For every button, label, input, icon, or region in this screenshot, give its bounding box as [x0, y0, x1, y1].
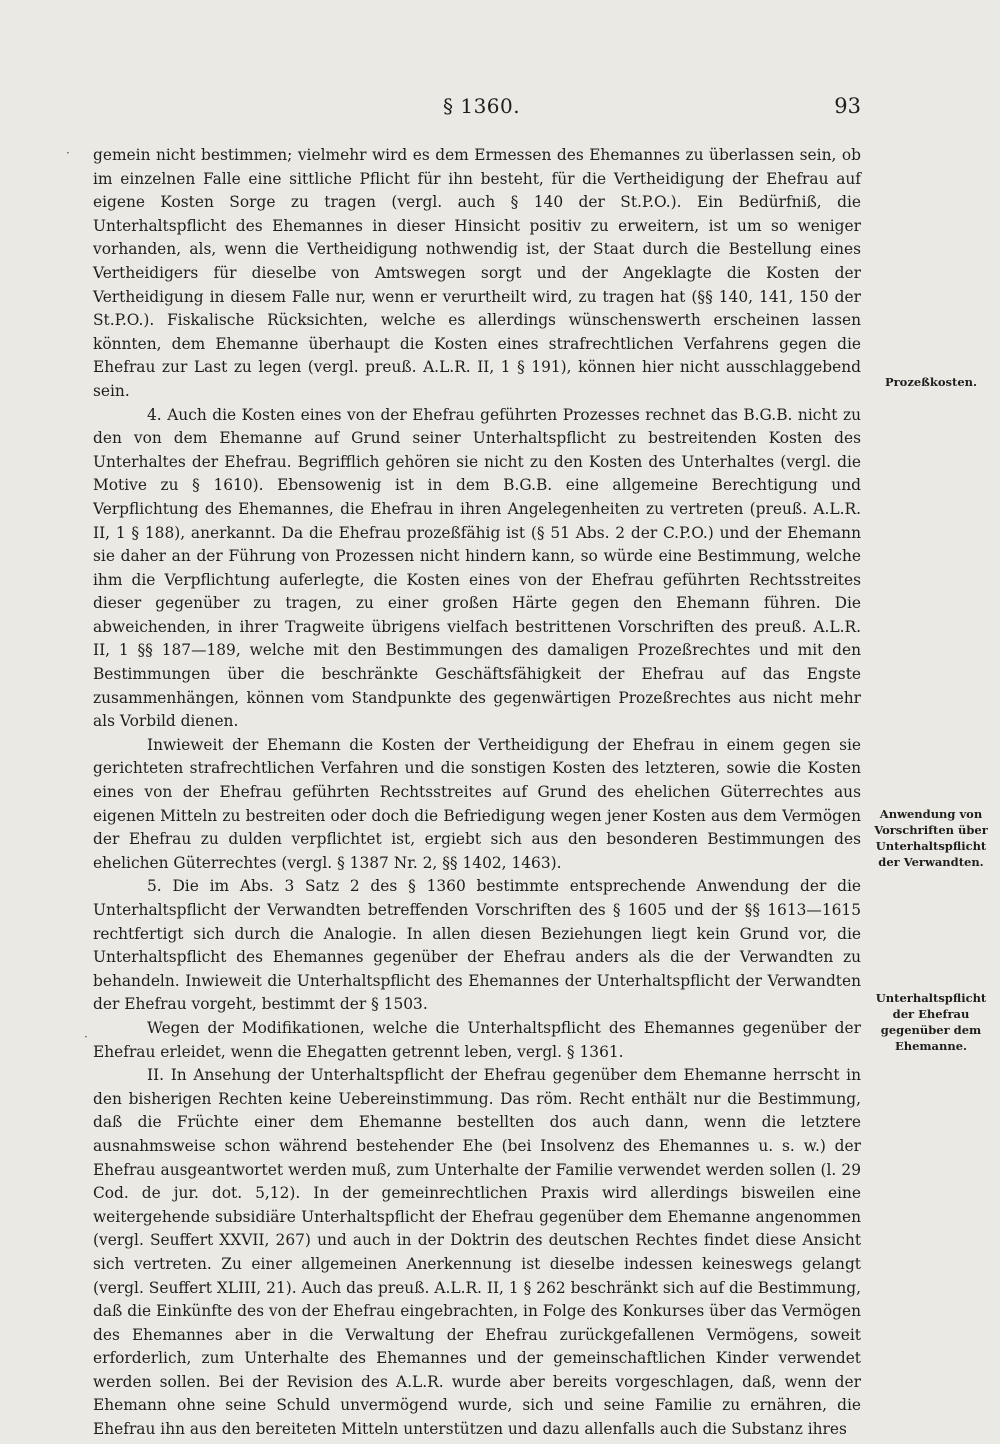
margin-dot: ·	[84, 1030, 88, 1044]
page-header	[93, 94, 861, 124]
section-reference: § 1360.	[443, 94, 521, 118]
paragraph: II. In Ansehung der Unterhaltspflicht der Ehefrau gegenüber dem Ehemanne herrscht in den bisherigen Rechten keine Uebereinstimmung. Das röm. Recht enthält nur die Bestimmung, daß die Früchte einer dem Ehemanne bestellten dos auch dann, wenn die letztere ausnahmsweise schon während bestehender Ehe (bei Insolvenz des Ehemannes u. s. w.) der Ehefrau ausgeantwortet werden muß, zum Unterhalte der Familie verwendet werden sollen (l. 29 Cod. de jur. dot. 5,12). In der gemeinrechtlichen Praxis wird allerdings bisweilen eine weitergehende subsidiäre Unterhaltspflicht der Ehefrau gegenüber dem Ehemanne angenommen (vergl. Seuffert XXVII, 267) und auch in der Doktrin des deutschen Rechtes findet diese Ansicht sich vertreten. Zu einer allgemeinen Anerkennung ist dieselbe indessen keineswegs gelangt (vergl. Seuffert XLIII, 21). Auch das preuß. A.L.R. II, 1 § 262 beschränkt sich auf die Bestimmung, daß die Einkünfte des von der Ehefrau eingebrachten, in Folge des Konkurses über das Vermögen des Ehemannes aber in die Verwaltung der Ehefrau zurückgefallenen Vermögens, soweit erforderlich, zum Unterhalte des Ehemannes und der gemeinschaftlichen Kinder verwendet werden sollen. Bei der Revision des A.L.R. wurde aber bereits vorgeschlagen, daß, wenn der Ehemann ohne seine Schuld unvermögend wurde, sich und seine Familie zu ernähren, die Ehefrau ihn aus den bereiteten Mitteln unterstützen und dazu allenfalls auch die Substanz ihres	[93, 1066, 861, 1439]
paragraph: gemein nicht bestimmen; vielmehr wird es dem Ermessen des Ehemannes zu überlassen sein, ob im einzelnen Falle eine sittliche Pflicht für ihn besteht, für die Vertheidigung der Ehefrau auf eigene Kosten Sorge zu tragen (vergl. auch § 140 der St.P.O.). Ein Bedürfniß, die Unterhaltspflicht des Ehemannes in dieser Hinsicht positiv zu erweitern, ist um so weniger vorhanden, als, wenn die Vertheidigung nothwendig ist, der Staat durch die Bestellung eines Vertheidigers für dieselbe von Amtswegen sorgt und der Angeklagte die Kosten der Vertheidigung in diesem Falle nur, wenn er verurtheilt wird, zu tragen hat (§§ 140, 141, 150 der St.P.O.). Fiskalische Rücksichten, welche es allerdings wünschenswerth erscheinen lassen könnten, dem Ehemanne überhaupt die Kosten eines strafrechtlichen Verfahrens gegen die Ehefrau zur Last zu legen (vergl. preuß. A.L.R. II, 1 § 191), können hier nicht ausschlaggebend sein.	[93, 146, 861, 400]
paragraph: Inwieweit der Ehemann die Kosten der Vertheidigung der Ehefrau in einem gegen sie gerichteten strafrechtlichen Verfahren und die sonstigen Kosten des letzteren, sowie die Kosten eines von der Ehefrau geführten Rechtsstreites auf Grund des ehelichen Güterrechtes aus eigenen Mitteln zu bestreiten oder doch die Befriedigung wegen jener Kosten aus dem Vermögen der Ehefrau zu dulden verpflichtet ist, ergiebt sich aus den besonderen Bestimmungen des ehelichen Güterrechtes (vergl. § 1387 Nr. 2, §§ 1402, 1463).	[93, 735, 861, 872]
margin-dot: ·	[66, 146, 70, 160]
body-text	[93, 144, 861, 1442]
paragraph: 4. Auch die Kosten eines von der Ehefrau geführten Prozesses rechnet das B.G.B. nicht zu den von dem Ehemanne auf Grund seiner Unterhaltspflicht zu bestreitenden Kosten des Unterhaltes der Ehefrau. Begrifflich gehören sie nicht zu den Kosten des Unterhaltes (vergl. die Motive zu § 1610). Ebensowenig ist in dem B.G.B. eine allgemeine Berechtigung und Verpflichtung des Ehemannes, die Ehefrau in ihren Angelegenheiten zu vertreten (preuß. A.L.R. II, 1 § 188), anerkannt. Da die Ehefrau prozeßfähig ist (§ 51 Abs. 2 der C.P.O.) und der Ehemann sie daher an der Führung von Prozessen nicht hindern kann, so würde eine Bestimmung, welche ihm die Verpflichtung auferlegte, die Kosten eines von der Ehefrau geführten Rechtsstreites dieser gegenüber zu tragen, zu einer großen Härte gegen den Ehemann führen. Die abweichenden, in ihrer Tragweite übrigens vielfach bestrittenen Vorschriften des preuß. A.L.R. II, 1 §§ 187—189, welche mit den Bestimmungen des damaligen Prozeßrechtes und mit den Bestimmungen über die beschränkte Geschäftsfähigkeit der Ehefrau auf das Engste zusammenhängen, können vom Standpunkte des gegenwärtigen Prozeßrechtes aus nicht mehr als Vorbild dienen.	[93, 405, 861, 731]
margin-note: Prozeßkosten.	[884, 375, 978, 389]
page-number: 93	[834, 94, 861, 118]
margin-note: Unterhaltspflicht der Ehefrau gegenüber dem Ehemanne.	[875, 991, 987, 1053]
margin-note: Anwendung von Vorschriften über Unterhaltspflicht der Verwandten.	[874, 807, 988, 869]
paragraph: Wegen der Modifikationen, welche die Unterhaltspflicht des Ehemannes gegenüber der Ehefrau erleidet, wenn die Ehegatten getrennt leben, vergl. § 1361.	[93, 1018, 861, 1061]
paragraph: 5. Die im Abs. 3 Satz 2 des § 1360 bestimmte entsprechende Anwendung der die Unterhaltspflicht der Verwandten betreffenden Vorschriften des § 1605 und der §§ 1613—1615 rechtfertigt sich durch die Analogie. In allen diesen Beziehungen liegt kein Grund vor, die Unterhaltspflicht des Ehemannes gegenüber der Ehefrau anders als die der Verwandten zu behandeln. Inwieweit die Unterhaltspflicht des Ehemannes der Unterhaltspflicht der Verwandten der Ehefrau vorgeht, bestimmt der § 1503.	[93, 877, 861, 1014]
